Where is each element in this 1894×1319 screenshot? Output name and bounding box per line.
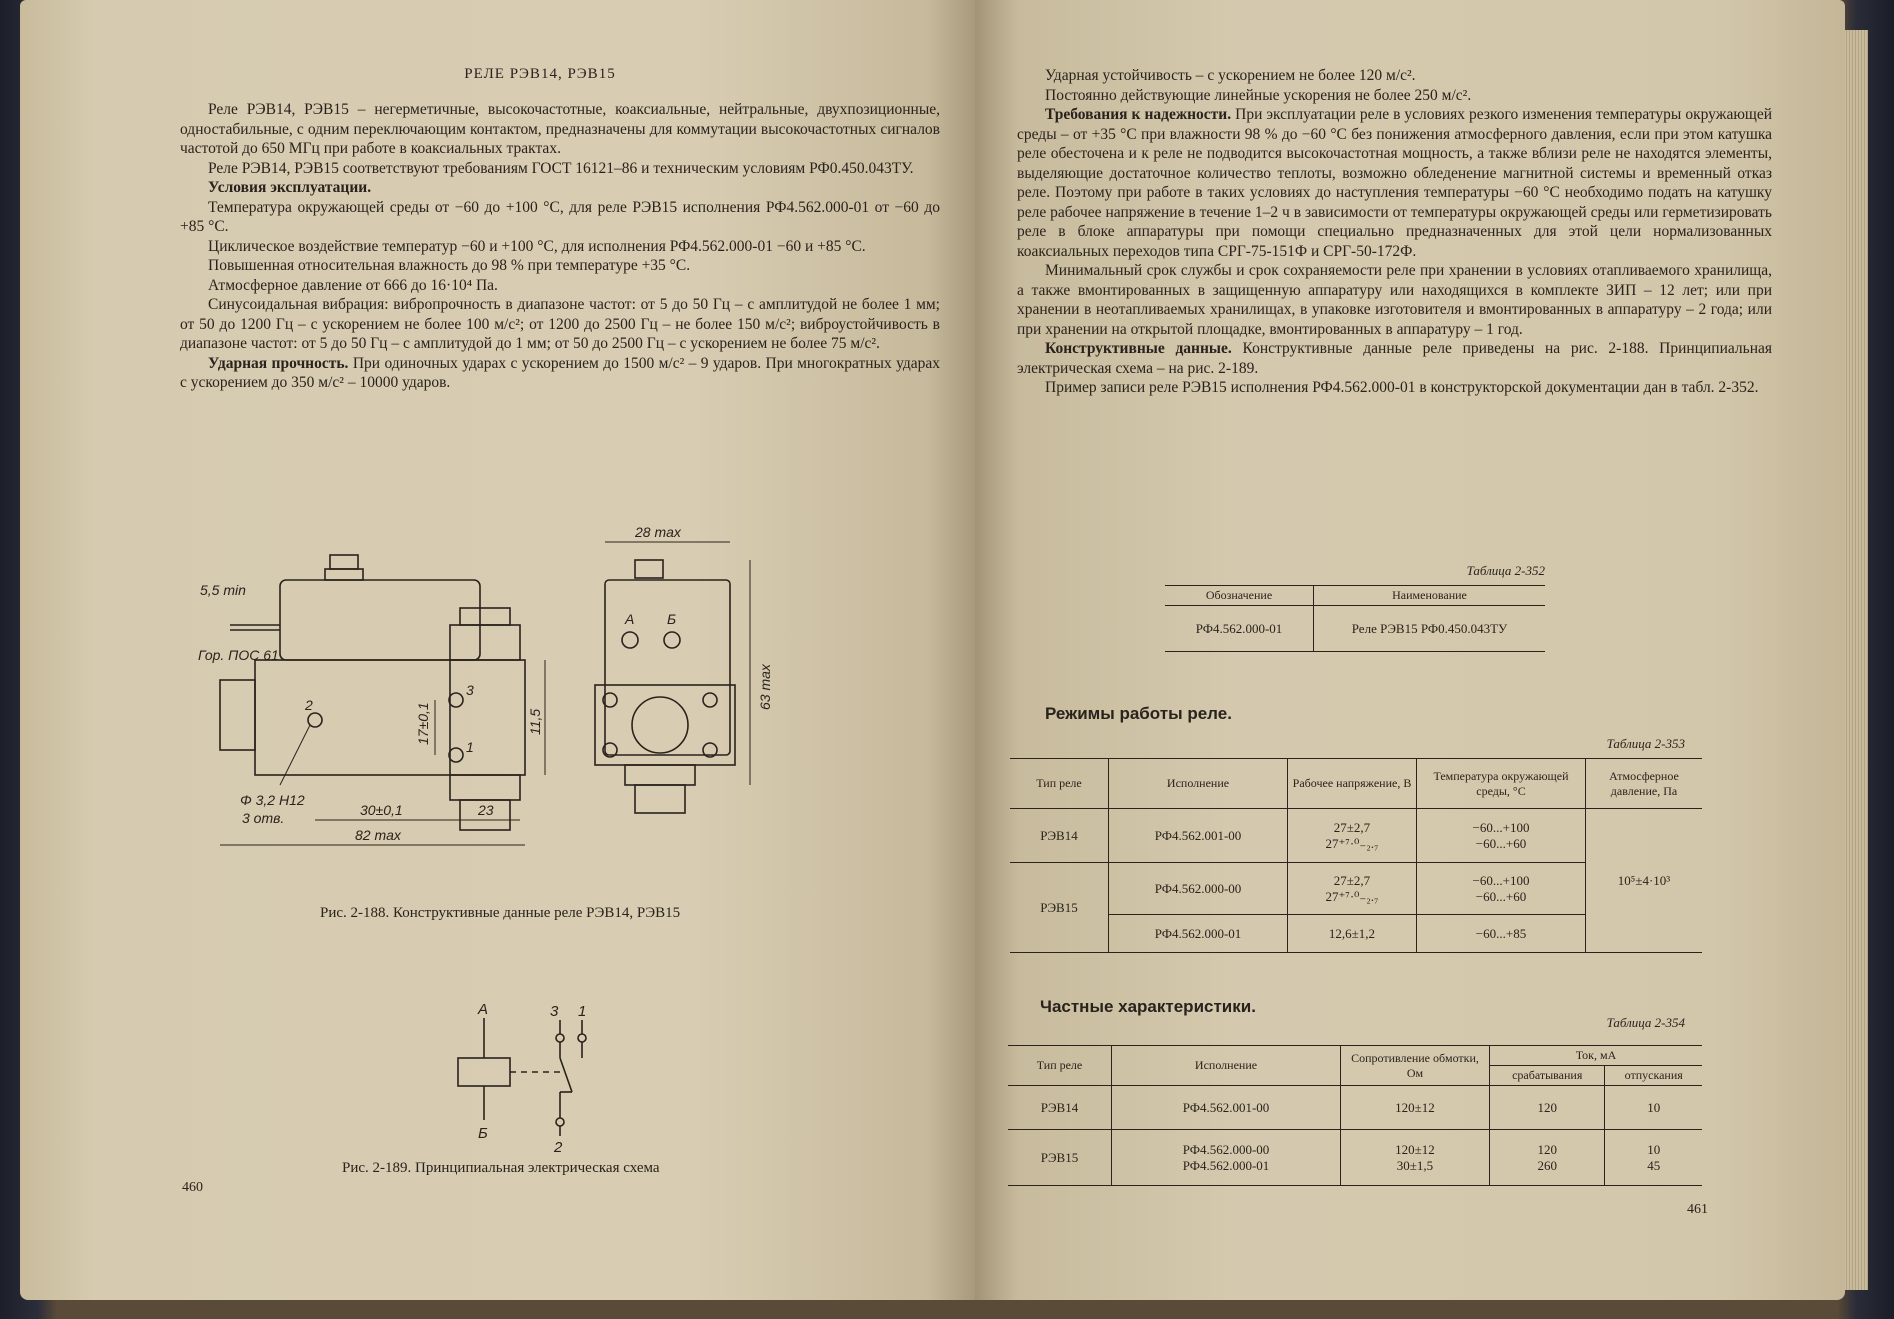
- t354-r2-pickup2: 260: [1537, 1157, 1557, 1173]
- reliability-title: Требования к надежности.: [1045, 106, 1232, 123]
- example-paragraph: Пример записи реле РЭВ15 исполнения РФ4.562.000-01 в конструкторской документации дан в табл. 2-352.: [1045, 379, 1759, 396]
- pin-label-1: 1: [466, 739, 474, 755]
- mounting-hole-3: [449, 693, 463, 707]
- table-2-352: [1165, 585, 1545, 652]
- t354-header-exec: Исполнение: [1112, 1046, 1341, 1086]
- dim-solder: Гор. ПОС 61: [198, 647, 279, 663]
- linear-acceleration: Постоянно действующие линейные ускорения не более 250 м/с².: [1045, 86, 1472, 104]
- t354-r1-pickup: 120: [1490, 1086, 1605, 1130]
- dim-82-max: 82 max: [355, 827, 401, 843]
- t354-r2-release1: 10: [1647, 1141, 1661, 1157]
- t354-header-resistance: Сопротивление обмотки, Ом: [1341, 1046, 1490, 1086]
- shock-resistance: Ударная устойчивость – с ускорением не более 120 м/с².: [1045, 67, 1416, 84]
- t353-r2-type: РЭВ15: [1010, 863, 1109, 953]
- condition-vibration: Синусоидальная вибрация: вибропрочность в диапазоне частот: от 5 до 50 Гц – с амплитудой не более 1 мм; от 50 до 1200 Гц – с ускорением не более 100 м/с²; от 1200 до 2500 Гц – не более 150 м/с²; виброустойчивость в диапазоне частот: от 5 до 50 Гц – с амплитудой до 1 мм; от 50 до 2500 Гц – с ускорением не более 75 м/с².: [180, 296, 940, 352]
- condition-cyclic: Циклическое воздействие температур −60 и +100 °С, для исполнения РФ4.562.000-01 −60 и +85 °С.: [208, 237, 866, 255]
- construction-paragraph: [1017, 339, 1772, 378]
- t353-header-temperature: Температура окружающей среды, °С: [1417, 759, 1586, 809]
- mounting-hole-1: [449, 748, 463, 762]
- front-coax-port: [632, 697, 688, 753]
- dim-11-5: 11,5: [527, 708, 543, 735]
- t353-header-exec: Исполнение: [1109, 759, 1288, 809]
- t353-r1-v2: 27⁺⁷·⁰₋₂.₇: [1325, 835, 1379, 851]
- conditions-title: Условия эксплуатации.: [208, 179, 372, 196]
- t353-r2-exec: РФ4.562.000-00: [1109, 863, 1288, 915]
- t354-r2-release2: 45: [1647, 1157, 1661, 1173]
- dim-holes-count: 3 отв.: [242, 810, 285, 826]
- characteristics-section-title: Частные характеристики.: [1040, 997, 1256, 1016]
- shock-paragraph: [180, 354, 940, 393]
- figure-relay-dimensions: [198, 520, 910, 890]
- figure-caption-2-189: Рис. 2-189. Принципиальная электрическая схема: [342, 1160, 660, 1176]
- relay-main-body: [255, 660, 525, 775]
- t353-r1-t2: −60...+60: [1475, 835, 1527, 851]
- t353-r3-t: −60...+85: [1417, 915, 1586, 953]
- t353-header-voltage: Рабочее напряжение, В: [1288, 759, 1417, 809]
- t352-header-name: Наименование: [1392, 588, 1467, 602]
- dim-5-5-min: 5,5 min: [200, 582, 246, 598]
- schema-label-b: Б: [478, 1125, 488, 1142]
- t352-cell-designation: РФ4.562.000-01: [1165, 606, 1314, 652]
- left-text-block: [180, 100, 940, 393]
- t352-header-designation: Обозначение: [1165, 586, 1314, 606]
- intro-paragraph-2: Реле РЭВ14, РЭВ15 соответствуют требованиям ГОСТ 16121–86 и техническим условиям РФ0.450.043ТУ.: [208, 159, 914, 177]
- t353-r1-exec: РФ4.562.001-00: [1109, 809, 1288, 863]
- t354-r2-res2: 30±1,5: [1396, 1157, 1434, 1173]
- page-number-left: 460: [182, 1180, 203, 1195]
- page-number-right: 461: [1687, 1202, 1708, 1217]
- schema-label-3: 3: [550, 1003, 559, 1020]
- t354-header-release: отпускания: [1624, 1068, 1683, 1082]
- mounting-hole-2: [308, 713, 322, 727]
- figure-caption-2-188: Рис. 2-188. Конструктивные данные реле РЭВ14, РЭВ15: [320, 905, 681, 921]
- t353-r1-type: РЭВ14: [1010, 809, 1109, 863]
- dim-28-max: 28 max: [635, 524, 681, 540]
- relay-right-connector-top: [450, 625, 520, 660]
- t353-header-type: Тип реле: [1010, 759, 1109, 809]
- t353-r2-t2: −60...+60: [1475, 888, 1527, 904]
- table-2-354-label: Таблица 2-354: [1606, 1015, 1685, 1030]
- t353-r2-v1: 27±2,7: [1333, 872, 1371, 888]
- dim-63-max: 63 max: [757, 664, 773, 710]
- right-page: [975, 0, 1845, 1300]
- t353-r1-v1: 27±2,7: [1333, 819, 1371, 835]
- dim-30: 30±0,1: [360, 802, 403, 818]
- t354-r2-exec2: РФ4.562.000-01: [1182, 1157, 1270, 1173]
- figure-schematic: [450, 1000, 650, 1160]
- pin-label-a: А: [625, 611, 635, 627]
- reliability-paragraph: [1017, 105, 1772, 261]
- shock-text: При одиночных ударах с ускорением до 1500 м/с² – 9 ударов. При многократных ударах с ускорением до 350 м/с² – 10000 ударов.: [180, 354, 940, 391]
- condition-humidity: Повышенная относительная влажность до 98 % при температуре +35 °С.: [208, 257, 691, 274]
- t354-r1-type: РЭВ14: [1008, 1086, 1112, 1130]
- t352-cell-name: Реле РЭВ15 РФ0.450.043ТУ: [1351, 620, 1508, 636]
- relay-left-connector: [220, 680, 255, 750]
- t354-r2-res1: 120±12: [1395, 1141, 1435, 1157]
- t353-r3-v: 12,6±1,2: [1288, 915, 1417, 953]
- table-2-354: [1008, 1045, 1702, 1186]
- table-2-352-label: Таблица 2-352: [1466, 563, 1545, 578]
- t354-r2-exec1: РФ4.562.000-00: [1182, 1141, 1270, 1157]
- condition-temperature: Температура окружающей среды от −60 до +100 °С, для реле РЭВ15 исполнения РФ4.562.000-01 от −60 до +85 °С.: [180, 198, 940, 235]
- t353-r1-t1: −60...+100: [1472, 819, 1530, 835]
- relay-front-body: [605, 580, 730, 755]
- t353-r3-exec: РФ4.562.000-01: [1109, 915, 1288, 953]
- pin-label-2: 2: [305, 697, 313, 713]
- t354-header-type: Тип реле: [1008, 1046, 1112, 1086]
- service-life-paragraph: Минимальный срок службы и срок сохраняемости реле при хранении в условиях отапливаемого хранилища, а также вмонтированных в защищенную аппаратуру или находящихся в комплекте ЗИП – 12 лет; или при хранении в неотапливаемых хранилищах, в упаковке изготовителя и вмонтированных в аппаратуру – 2 года; или при хранении на открытой площадке, вмонтированных в аппаратуру – 1 год.: [1017, 262, 1772, 338]
- dim-hole: Φ 3,2 H12: [240, 792, 305, 808]
- t353-r2-v2: 27⁺⁷·⁰₋₂.₇: [1325, 888, 1379, 904]
- pin-label-b: Б: [667, 611, 677, 627]
- condition-pressure: Атмосферное давление от 666 до 16·10⁴ Па.: [208, 276, 498, 294]
- t354-header-current: Ток, мА: [1490, 1046, 1703, 1066]
- construction-title: Конструктивные данные.: [1045, 340, 1232, 357]
- t354-r1-res: 120±12: [1341, 1086, 1490, 1130]
- coil-symbol: [458, 1058, 510, 1086]
- t353-r2-t1: −60...+100: [1472, 872, 1530, 888]
- table-2-353: [1010, 758, 1702, 953]
- table-2-353-label: Таблица 2-353: [1606, 736, 1685, 751]
- reliability-text: При эксплуатации реле в условиях резкого изменения температуры окружающей среды – от +35 °С при влажности 98 % до −60 °С без понижения атмосферного давления, если при этом катушка реле обесточена и к реле не подводится высокочастотная мощность, а также вблизи реле не находятся элементы, выделяющие достаточное количество теплоты, возможно обледенение магнитной системы и временный отказ реле. Поэтому при работе в таких условиях до наступления температуры −60 °С необходимо подать на катушку реле рабочее напряжение в течение 1–2 ч в зависимости от температуры окружающей среды или герметизировать реле в блоке аппаратуры при помощи специально предназначенных для этой цели нормализованных коаксиальных переходов типа СРГ-75-151Ф и СРГ-50-172Ф.: [1017, 106, 1773, 260]
- t354-r2-pickup1: 120: [1537, 1141, 1557, 1157]
- intro-paragraph-1: Реле РЭВ14, РЭВ15 – негерметичные, высокочастотные, коаксиальные, нейтральные, двухпозиционные, одностабильные, с одним переключающим контактом, предназначены для коммутации высокочастотных сигналов частотой до 650 МГц при работе в коаксиальных трактах.: [180, 101, 940, 157]
- schema-label-a: А: [478, 1001, 489, 1018]
- modes-section-title: Режимы работы реле.: [1045, 704, 1232, 723]
- t354-r1-exec: РФ4.562.001-00: [1112, 1086, 1341, 1130]
- schema-label-2: 2: [554, 1139, 563, 1156]
- dim-23: 23: [478, 802, 494, 818]
- schema-label-1: 1: [578, 1003, 587, 1020]
- construction-text: Конструктивные данные реле приведены на рис. 2-188. Принципиальная электрическая схема – на рис. 2-189.: [1017, 340, 1772, 377]
- left-page: [20, 0, 975, 1300]
- shock-title: Ударная прочность.: [208, 354, 349, 372]
- right-text-block: [1017, 66, 1772, 398]
- t354-r1-release: 10: [1647, 1099, 1661, 1115]
- t354-r2-type: РЭВ15: [1008, 1130, 1112, 1186]
- dim-17: 17±0,1: [415, 702, 431, 745]
- t353-pressure: 10⁵±4·10³: [1617, 872, 1671, 888]
- t354-header-pickup: срабатывания: [1490, 1066, 1605, 1086]
- switch-contact: [560, 1058, 572, 1092]
- pin-label-3: 3: [466, 682, 474, 698]
- t353-header-pressure: Атмосферное давление, Па: [1609, 768, 1679, 798]
- running-header: РЕЛЕ РЭВ14, РЭВ15: [464, 66, 616, 82]
